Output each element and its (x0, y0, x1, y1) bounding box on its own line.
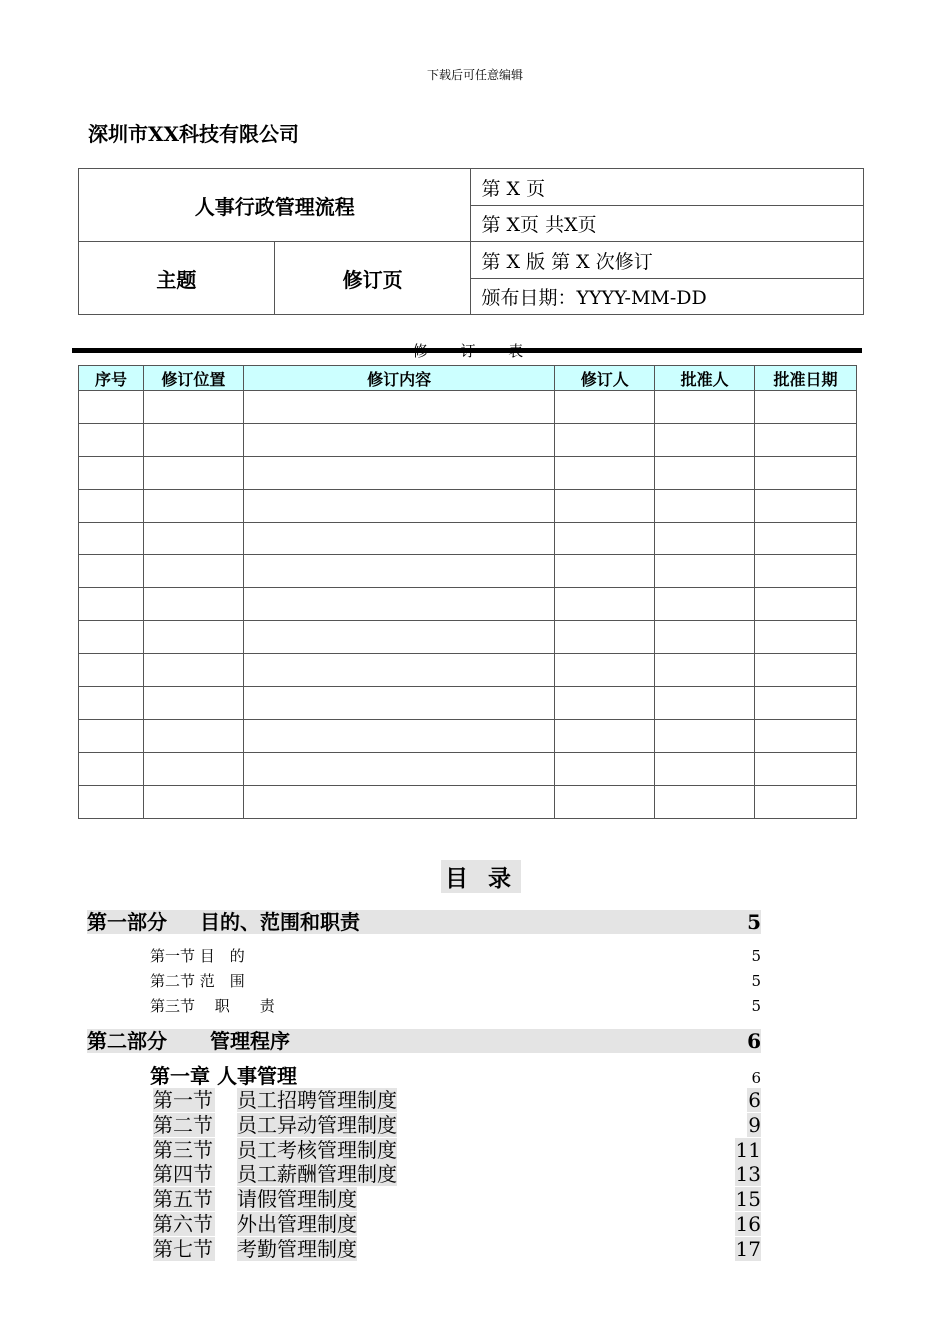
revision-cell[interactable] (555, 522, 655, 555)
revision-cell[interactable] (243, 719, 555, 752)
revision-cell[interactable] (79, 489, 144, 522)
revision-cell[interactable] (243, 522, 555, 555)
revision-cell[interactable] (143, 522, 243, 555)
revision-cell[interactable] (755, 522, 857, 555)
toc-item-page: 15 (735, 1187, 761, 1212)
toc-item-name: 员工薪酬管理制度 (237, 1162, 397, 1187)
page-line: 第 X 页 (471, 169, 864, 206)
revision-row (79, 588, 857, 621)
revision-cell[interactable] (243, 621, 555, 654)
revision-row (79, 522, 857, 555)
revision-cell[interactable] (755, 456, 857, 489)
revision-cell[interactable] (655, 654, 755, 687)
toc-item-section: 第七节 (153, 1236, 213, 1261)
toc-item-name: 外出管理制度 (237, 1212, 357, 1236)
revision-cell[interactable] (755, 752, 857, 785)
revision-row (79, 391, 857, 424)
toc-title: 目 录 (441, 860, 521, 893)
revision-cell[interactable] (243, 489, 555, 522)
revision-cell[interactable] (143, 588, 243, 621)
revision-cell[interactable] (655, 588, 755, 621)
revision-table-header (79, 366, 857, 391)
revision-cell[interactable] (243, 588, 555, 621)
revision-cell[interactable] (555, 423, 655, 456)
revision-cell[interactable] (755, 423, 857, 456)
toc-part-1-text: 目的、范围和职责 (200, 910, 360, 934)
col-position: 修订位置 (143, 366, 243, 391)
revision-cell[interactable] (79, 588, 144, 621)
toc-item-section: 第六节 (153, 1212, 213, 1236)
revision-cell[interactable] (79, 687, 144, 720)
revision-cell[interactable] (555, 687, 655, 720)
revision-row (79, 489, 857, 522)
revision-cell[interactable] (655, 423, 755, 456)
revision-cell[interactable] (555, 555, 655, 588)
revision-cell[interactable] (243, 752, 555, 785)
toc-item-section: 第二节 (153, 1112, 213, 1137)
toc-item-page: 11 (735, 1137, 761, 1162)
subject-label: 主题 (79, 242, 275, 315)
revision-cell[interactable] (243, 391, 555, 424)
revision-table (78, 365, 857, 819)
toc-item-section: 第四节 (153, 1162, 213, 1187)
toc-item-section: 第三节 (153, 1137, 213, 1162)
toc-part-2-page: 6 (747, 1029, 761, 1053)
toc-item-5[interactable] (153, 1187, 761, 1211)
revision-cell[interactable] (755, 588, 857, 621)
revision-cell[interactable] (243, 654, 555, 687)
revision-row (79, 752, 857, 785)
version-line: 第 X 版 第 X 次修订 (471, 242, 864, 279)
revision-cell[interactable] (143, 391, 243, 424)
revision-cell[interactable] (143, 654, 243, 687)
revision-cell[interactable] (755, 654, 857, 687)
revision-cell[interactable] (755, 555, 857, 588)
revision-cell[interactable] (143, 785, 243, 818)
revision-cell[interactable] (143, 423, 243, 456)
revision-cell[interactable] (143, 555, 243, 588)
revision-cell[interactable] (755, 785, 857, 818)
toc-part-2[interactable] (87, 1029, 761, 1053)
revision-cell[interactable] (243, 456, 555, 489)
toc-item-page: 6 (748, 1088, 761, 1112)
revision-cell[interactable] (655, 719, 755, 752)
revision-cell[interactable] (555, 621, 655, 654)
revision-cell[interactable] (243, 785, 555, 818)
revision-row (79, 456, 857, 489)
revision-cell[interactable] (655, 489, 755, 522)
toc-part-1-label: 第一部分 (87, 910, 167, 934)
revision-cell[interactable] (655, 621, 755, 654)
toc-item-page: 16 (735, 1212, 761, 1236)
revision-cell[interactable] (655, 456, 755, 489)
revision-cell[interactable] (755, 687, 857, 720)
header-note: 下载后可任意编辑 (426, 68, 523, 82)
toc-item-name: 员工招聘管理制度 (237, 1088, 397, 1112)
revision-cell[interactable] (79, 391, 144, 424)
toc-part-2-text: 管理程序 (210, 1029, 290, 1053)
revision-cell[interactable] (555, 785, 655, 818)
toc-part-1[interactable] (87, 910, 761, 934)
revision-cell[interactable] (79, 785, 144, 818)
revision-cell[interactable] (555, 752, 655, 785)
revision-cell[interactable] (555, 489, 655, 522)
revision-cell[interactable] (655, 752, 755, 785)
revision-row (79, 687, 857, 720)
col-content: 修订内容 (243, 366, 555, 391)
col-approver: 批准人 (655, 366, 755, 391)
revision-cell[interactable] (655, 785, 755, 818)
revision-cell[interactable] (755, 391, 857, 424)
revision-cell[interactable] (143, 621, 243, 654)
revision-cell[interactable] (755, 621, 857, 654)
revision-cell[interactable] (555, 456, 655, 489)
revision-cell[interactable] (555, 654, 655, 687)
doc-title: 人事行政管理流程 (79, 169, 471, 242)
toc-item-name: 员工考核管理制度 (237, 1137, 397, 1162)
revision-cell[interactable] (143, 687, 243, 720)
toc-part-2-label: 第二部分 (87, 1029, 167, 1053)
revision-cell[interactable] (79, 621, 144, 654)
revision-cell[interactable] (79, 752, 144, 785)
toc-item-page: 13 (735, 1162, 761, 1187)
revision-cell[interactable] (555, 391, 655, 424)
toc-part-1-page: 5 (747, 910, 761, 934)
toc-item-7[interactable] (153, 1237, 761, 1261)
revision-cell[interactable] (143, 719, 243, 752)
revision-cell[interactable] (143, 752, 243, 785)
toc-item-page: 9 (748, 1112, 761, 1137)
revision-row (79, 654, 857, 687)
revision-cell[interactable] (79, 654, 144, 687)
revision-row (79, 555, 857, 588)
revision-cell[interactable] (555, 588, 655, 621)
document-header-table (78, 168, 864, 315)
revision-page-label: 修订页 (274, 242, 471, 315)
toc-item-6[interactable] (153, 1212, 761, 1236)
revision-cell[interactable] (243, 687, 555, 720)
revision-cell[interactable] (655, 687, 755, 720)
toc-item-1[interactable] (153, 1088, 761, 1112)
revision-cell[interactable] (79, 719, 144, 752)
revision-cell[interactable] (243, 423, 555, 456)
toc-item-name: 请假管理制度 (237, 1187, 357, 1212)
revision-cell[interactable] (79, 423, 144, 456)
col-approve-date: 批准日期 (755, 366, 857, 391)
issue-date: 颁布日期：YYYY-MM-DD (471, 279, 864, 315)
revision-cell[interactable] (755, 489, 857, 522)
revision-cell[interactable] (555, 719, 655, 752)
toc-chapter-1[interactable]: 第一章 人事管理 6 (150, 1064, 761, 1088)
revision-caption: 修 订 表 (412, 342, 538, 360)
toc-item-section: 第五节 (153, 1187, 213, 1212)
revision-cell[interactable] (143, 489, 243, 522)
toc-item-name: 员工异动管理制度 (237, 1112, 397, 1137)
revision-cell[interactable] (655, 522, 755, 555)
toc-item-4[interactable] (153, 1162, 761, 1186)
revision-cell[interactable] (79, 522, 144, 555)
col-reviser: 修订人 (555, 366, 655, 391)
revision-row (79, 785, 857, 818)
revision-row (79, 423, 857, 456)
revision-cell[interactable] (243, 555, 555, 588)
revision-row (79, 719, 857, 752)
page-total: 第 X页 共X页 (471, 206, 864, 242)
toc-item-section: 第一节 (153, 1088, 213, 1112)
toc-item-2[interactable] (153, 1113, 761, 1137)
toc-item-page: 17 (735, 1236, 761, 1261)
revision-cell[interactable] (79, 555, 144, 588)
revision-cell[interactable] (79, 456, 144, 489)
revision-cell[interactable] (655, 391, 755, 424)
revision-cell[interactable] (755, 719, 857, 752)
company-name: 深圳市XX科技有限公司 (88, 122, 300, 146)
toc-item-3[interactable] (153, 1138, 761, 1162)
revision-cell[interactable] (143, 456, 243, 489)
revision-row (79, 621, 857, 654)
col-seq: 序号 (79, 366, 144, 391)
toc-item-name: 考勤管理制度 (237, 1236, 357, 1261)
revision-cell[interactable] (655, 555, 755, 588)
